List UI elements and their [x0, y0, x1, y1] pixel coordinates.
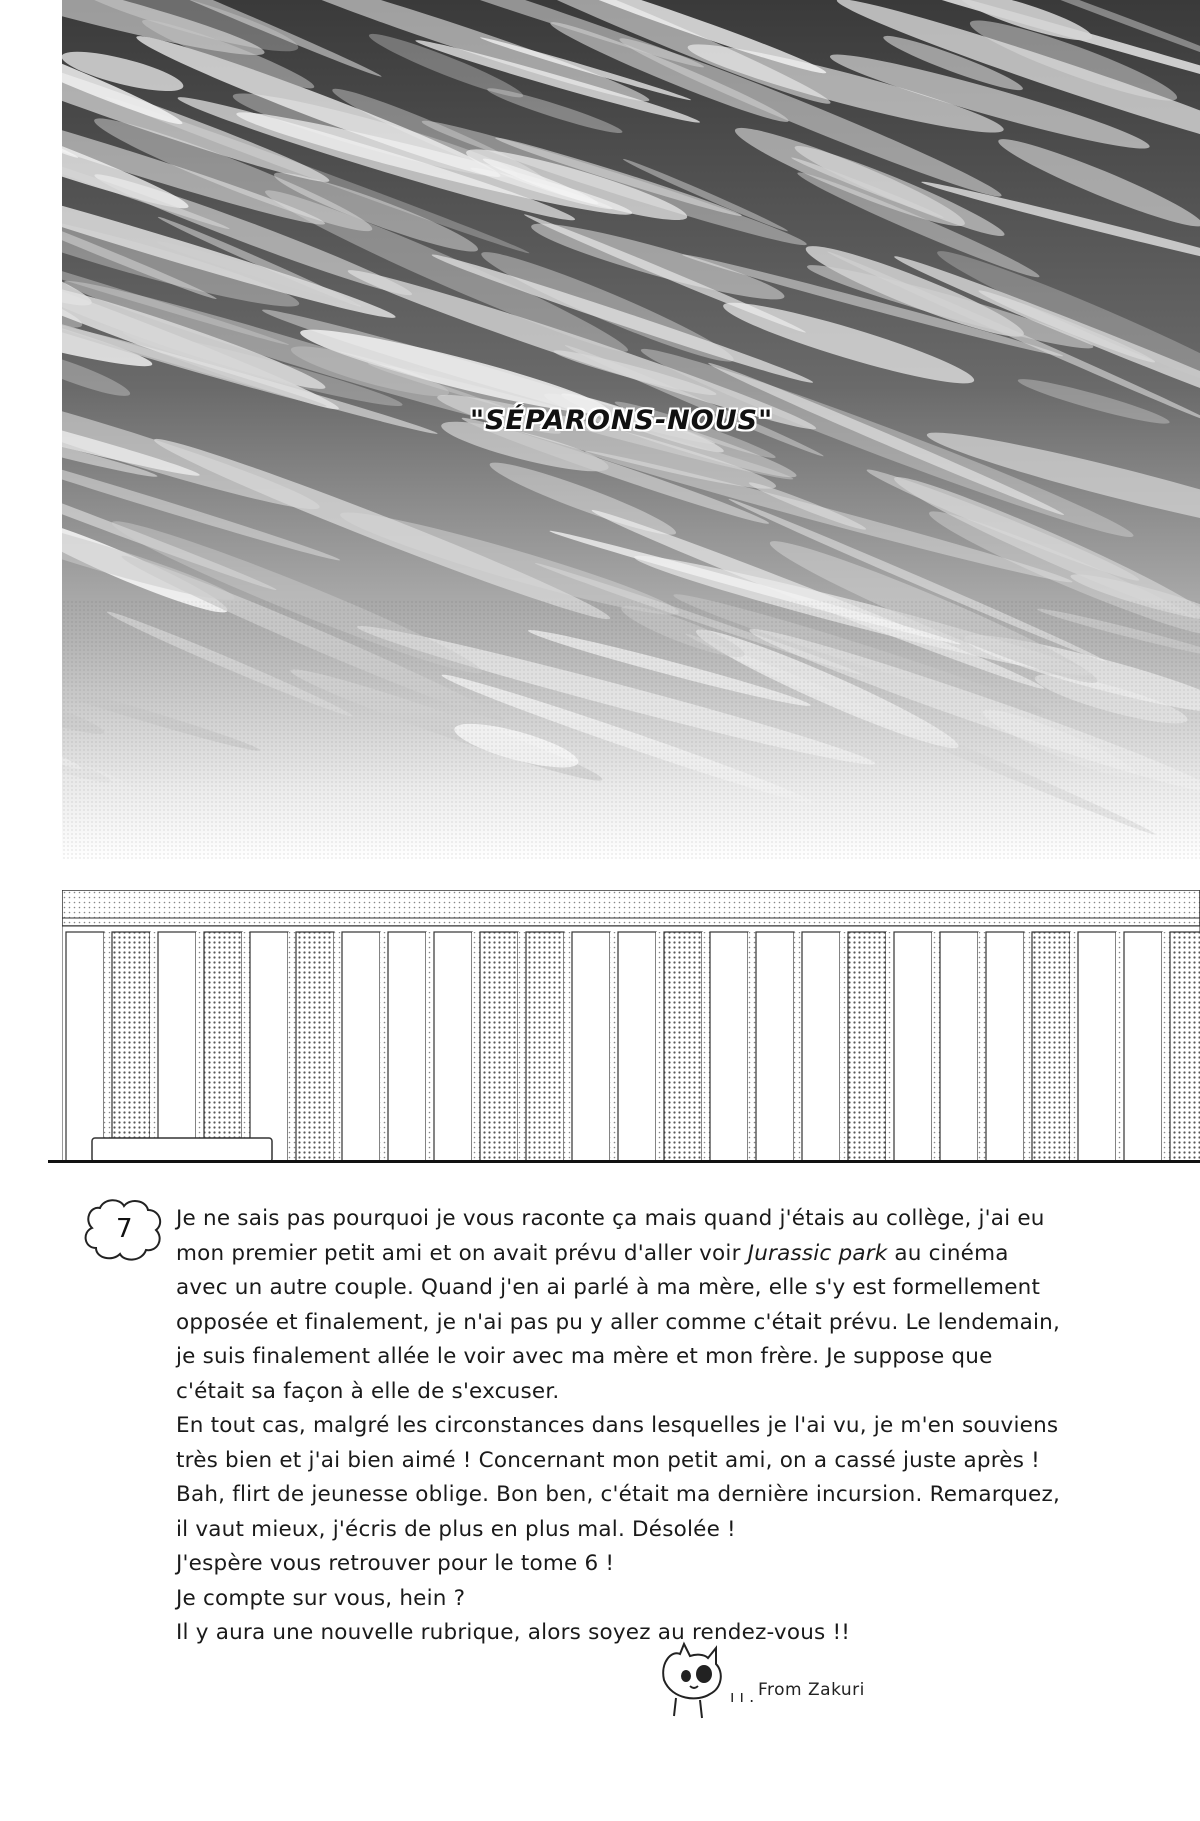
fence-slat [802, 932, 840, 1162]
note-line: mon premier petit ami et on avait prévu d'aller voir Jurassic park au cinéma [176, 1240, 1009, 1266]
fence-gap [196, 932, 204, 1162]
note-line: Je ne sais pas pourquoi je vous raconte ça mais quand j'étais au collège, j'ai eu [176, 1206, 1045, 1231]
fence-gap [1116, 932, 1124, 1162]
fence-slat [894, 932, 932, 1162]
fence-gap [1024, 932, 1032, 1162]
fence-gap [564, 932, 572, 1162]
signature-text: From Zakuri [758, 1680, 865, 1700]
fence-slat [480, 932, 518, 1162]
fence-gap [472, 932, 480, 1162]
film-title: Jurassic park [747, 1240, 888, 1266]
fence-gap [794, 932, 802, 1162]
fence-slat [986, 932, 1024, 1162]
fence-slat [572, 932, 610, 1162]
note-line: je suis finalement allée le voir avec ma mère et mon frère. Je suppose que [176, 1344, 993, 1369]
fence-slat [756, 932, 794, 1162]
note-line: En tout cas, malgré les circonstances dans lesquelles je l'ai vu, je m'en souviens [176, 1413, 1059, 1438]
fence-slat [526, 932, 564, 1162]
fence-slat [112, 932, 150, 1162]
fence-gap [656, 932, 664, 1162]
fence-slat [296, 932, 334, 1162]
fence-gap [426, 932, 434, 1162]
fence-gap [288, 932, 296, 1162]
note-line: opposée et finalement, je n'ai pas pu y aller comme c'était prévu. Le lendemain, [176, 1309, 1061, 1335]
fence-slat [204, 932, 242, 1162]
note-number-badge [80, 1196, 170, 1266]
panel-caption: "SÉPARONS-NOUS" [470, 405, 774, 436]
fence-slat [434, 932, 472, 1162]
fence-gap [1162, 932, 1170, 1162]
signature-marks: ı ı . [730, 1687, 755, 1706]
fence-slat [710, 932, 748, 1162]
fence-slat [388, 932, 426, 1162]
fence-slat [848, 932, 886, 1162]
fence-slat [940, 932, 978, 1162]
fence-gap [978, 932, 986, 1162]
fence-gap [886, 932, 894, 1162]
fence-gap [1070, 932, 1078, 1162]
fence-gap [518, 932, 526, 1162]
note-line: Je compte sur vous, hein ? [176, 1585, 466, 1611]
note-line: Bah, flirt de jeunesse oblige. Bon ben, c'était ma dernière incursion. Remarquez, [176, 1482, 1060, 1507]
note-number: 7 [116, 1214, 133, 1244]
panel-divider [48, 1160, 1200, 1163]
fence-slat [66, 932, 104, 1162]
cat-doodle-icon [650, 1640, 760, 1720]
fence-slat [1170, 932, 1200, 1162]
fence-gap [150, 932, 158, 1162]
note-line: c'était sa façon à elle de s'excuser. [176, 1378, 560, 1404]
fence-gap [702, 932, 710, 1162]
note-line: il vaut mieux, j'écris de plus en plus mal. Désolée ! [176, 1516, 736, 1542]
fence-slat [664, 932, 702, 1162]
note-text [176, 1202, 1196, 1651]
fence-slat [618, 932, 656, 1162]
fence-gap [104, 932, 112, 1162]
note-line: J'espère vous retrouver pour le tome 6 ! [176, 1551, 615, 1576]
fence-gap [748, 932, 756, 1162]
fence-gap [380, 932, 388, 1162]
fence-gap [610, 932, 618, 1162]
note-line: avec un autre couple. Quand j'en ai parlé à ma mère, elle s'y est formellement [176, 1275, 1041, 1300]
fence-slat [250, 932, 288, 1162]
fence-slat [1124, 932, 1162, 1162]
fence-slat [1032, 932, 1070, 1162]
fence-slat [342, 932, 380, 1162]
fence-illustration [62, 890, 1200, 1162]
fence-gap [334, 932, 342, 1162]
fence-gap [242, 932, 250, 1162]
note-line: très bien et j'ai bien aimé ! Concernant mon petit ami, on a cassé juste après ! [176, 1447, 1040, 1473]
fence-gap [932, 932, 940, 1162]
fence-slat [1078, 932, 1116, 1162]
fence-panel [62, 890, 1200, 1162]
note-line: Il y aura une nouvelle rubrique, alors soyez au rendez-vous !! [176, 1620, 851, 1645]
fence-slat [158, 932, 196, 1162]
signature [650, 1640, 910, 1720]
fence-gap [840, 932, 848, 1162]
